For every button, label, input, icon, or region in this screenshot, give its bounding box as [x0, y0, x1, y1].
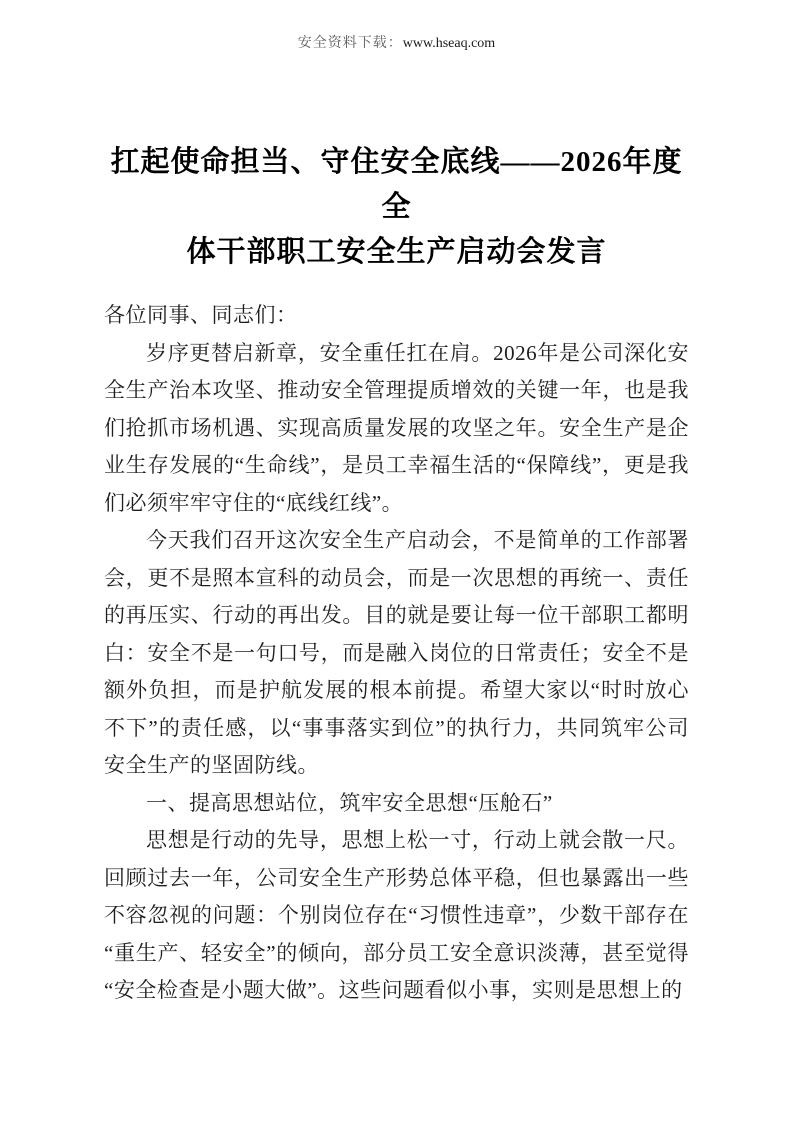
- paragraph-intro-2: 今天我们召开这次安全生产启动会，不是简单的工作部署会，更不是照本宣科的动员会，而是一次思想的再统一、责任的再压实、行动的再出发。目的就是要让每一位干部职工都明白：安全不是一句口号，而是融入岗位的日常责任；安全不是额外负担，而是护航发展的根本前提。希望大家以“时时放心不下”的责任感，以“事事落实到位”的执行力，共同筑牢公司安全生产的坚固防线。: [104, 528, 689, 777]
- document-title-line-1: 扛起使命担当、守住安全底线——2026年度全: [110, 146, 683, 223]
- document-title-line-2: 体干部职工安全生产启动会发言: [186, 236, 607, 268]
- document-body: [104, 297, 689, 1010]
- page-header: [0, 34, 793, 54]
- section-heading-1: 一、提高思想站位，筑牢安全思想“压舱石”: [146, 790, 553, 815]
- paragraph-section-1-body: 思想是行动的先导，思想上松一寸，行动上就会散一尺。回顾过去一年，公司安全生产形势总体平稳，但也暴露出一些不容忽视的问题：个别岗位存在“习惯性违章”，少数干部存在“重生产、轻安全”的倾向，部分员工安全意识淡薄，甚至觉得“安全检查是小题大做”。这些问题看似小事，实则是思想上的: [104, 828, 689, 1002]
- document-title: [104, 140, 689, 275]
- document-content: [104, 140, 689, 1010]
- paragraph-greeting: 各位同事、同志们：: [104, 303, 298, 327]
- paragraph-intro-1: 岁序更替启新章，安全重任扛在肩。2026年是公司深化安全生产治本攻坚、推动安全管理提质增效的关键一年，也是我们抢抓市场机遇、实现高质量发展的攻坚之年。安全生产是企业生存发展的“生命线”，是员工幸福生活的“保障线”，更是我们必须牢牢守住的“底线红线”。: [104, 340, 689, 515]
- header-download-label: 安全资料下载：: [297, 36, 403, 51]
- header-site-url: www.hseaq.com: [402, 36, 496, 51]
